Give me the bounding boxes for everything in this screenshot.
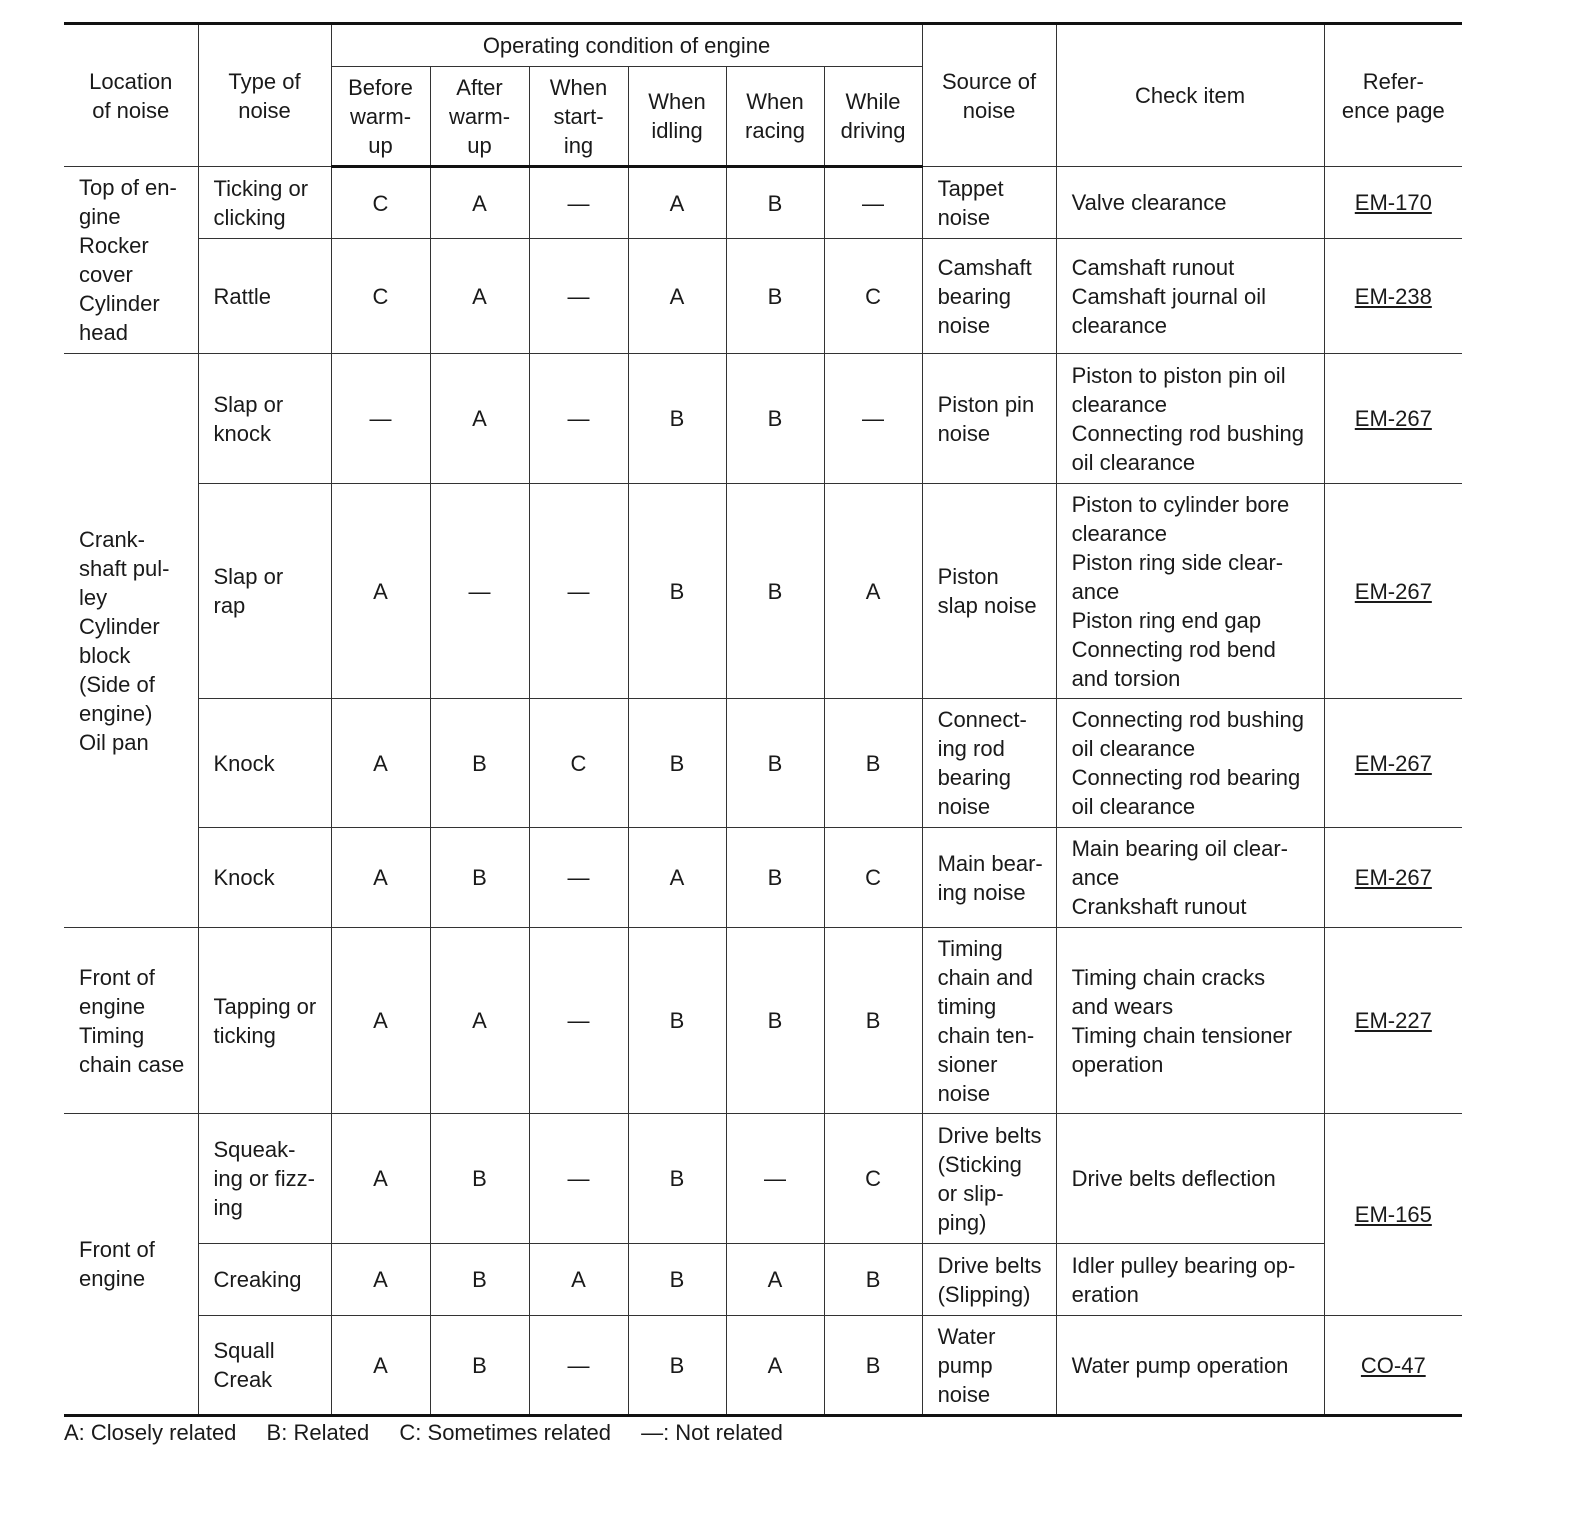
while-driving-cell: B xyxy=(824,699,922,828)
table-row xyxy=(64,354,1462,484)
when-idling-cell: B xyxy=(628,484,726,699)
after-warmup-cell: A xyxy=(430,167,529,239)
while-driving-cell: B xyxy=(824,1244,922,1316)
after-warmup-cell: A xyxy=(430,928,529,1114)
when-idling-cell: B xyxy=(628,354,726,484)
when-racing-cell: B xyxy=(726,699,824,828)
legend-closely-related: A: Closely related xyxy=(64,1420,237,1445)
after-warmup-cell: B xyxy=(430,699,529,828)
reference-cell xyxy=(1324,1114,1462,1316)
legend-sometimes-related: C: Sometimes related xyxy=(399,1420,611,1445)
check-item-cell: Piston to cylinder bore clearance Piston ring side clear- ance Piston ring end gap Connecting rod bend and torsion xyxy=(1056,484,1324,699)
check-item-cell: Connecting rod bushing oil clearance Connecting rod bearing oil clearance xyxy=(1056,699,1324,828)
when-idling-cell: A xyxy=(628,239,726,354)
after-warmup-cell: B xyxy=(430,1114,529,1244)
header-while-driving: While driving xyxy=(824,67,922,167)
when-starting-cell: — xyxy=(529,354,628,484)
before-warmup-cell: A xyxy=(331,699,430,828)
while-driving-cell: C xyxy=(824,1114,922,1244)
while-driving-cell: — xyxy=(824,354,922,484)
source-cell: Main bear- ing noise xyxy=(922,828,1056,928)
when-starting-cell: — xyxy=(529,1114,628,1244)
before-warmup-cell: A xyxy=(331,1114,430,1244)
when-racing-cell: A xyxy=(726,1316,824,1416)
when-racing-cell: B xyxy=(726,354,824,484)
type-cell: Knock xyxy=(198,699,331,828)
header-source: Source of noise xyxy=(922,24,1056,167)
when-racing-cell: B xyxy=(726,828,824,928)
table-row xyxy=(64,699,1462,828)
reference-cell xyxy=(1324,928,1462,1114)
source-cell: Connect- ing rod bearing noise xyxy=(922,699,1056,828)
table-row xyxy=(64,484,1462,699)
after-warmup-cell: — xyxy=(430,484,529,699)
when-starting-cell: — xyxy=(529,239,628,354)
when-starting-cell: C xyxy=(529,699,628,828)
when-starting-cell: — xyxy=(529,484,628,699)
table-row xyxy=(64,1244,1462,1316)
while-driving-cell: B xyxy=(824,1316,922,1416)
when-racing-cell: B xyxy=(726,484,824,699)
check-item-cell: Camshaft runout Camshaft journal oil clearance xyxy=(1056,239,1324,354)
reference-cell xyxy=(1324,239,1462,354)
before-warmup-cell: A xyxy=(331,1316,430,1416)
reference-cell xyxy=(1324,828,1462,928)
after-warmup-cell: A xyxy=(430,354,529,484)
when-idling-cell: A xyxy=(628,828,726,928)
before-warmup-cell: A xyxy=(331,484,430,699)
when-idling-cell: B xyxy=(628,928,726,1114)
when-idling-cell: B xyxy=(628,1114,726,1244)
header-location: Location of noise xyxy=(64,24,198,167)
noise-diagnosis-table xyxy=(64,22,1462,1417)
check-item-cell: Idler pulley bearing op- eration xyxy=(1056,1244,1324,1316)
source-cell: Water pump noise xyxy=(922,1316,1056,1416)
source-cell: Camshaft bearing noise xyxy=(922,239,1056,354)
when-racing-cell: B xyxy=(726,239,824,354)
reference-link[interactable]: EM-165 xyxy=(1354,1202,1432,1227)
header-after-warmup: After warm- up xyxy=(430,67,529,167)
when-idling-cell: B xyxy=(628,1316,726,1416)
check-item-cell: Piston to piston pin oil clearance Connecting rod bushing oil clearance xyxy=(1056,354,1324,484)
source-cell: Drive belts (Sticking or slip- ping) xyxy=(922,1114,1056,1244)
header-before-warmup: Before warm- up xyxy=(331,67,430,167)
header-reference-page: Refer- ence page xyxy=(1324,24,1462,167)
reference-link[interactable]: EM-267 xyxy=(1354,578,1432,604)
when-idling-cell: B xyxy=(628,1244,726,1316)
type-cell: Rattle xyxy=(198,239,331,354)
reference-link[interactable]: EM-227 xyxy=(1354,1008,1432,1033)
legend xyxy=(64,1418,807,1448)
reference-link[interactable]: EM-267 xyxy=(1354,865,1432,890)
table-row xyxy=(64,1316,1462,1416)
after-warmup-cell: B xyxy=(430,1316,529,1416)
legend-not-related: —: Not related xyxy=(641,1420,783,1445)
source-cell: Piston slap noise xyxy=(922,484,1056,699)
reference-cell xyxy=(1324,484,1462,699)
type-cell: Squall Creak xyxy=(198,1316,331,1416)
source-cell: Drive belts (Slipping) xyxy=(922,1244,1056,1316)
source-cell: Piston pin noise xyxy=(922,354,1056,484)
table-row xyxy=(64,167,1462,239)
when-starting-cell: — xyxy=(529,928,628,1114)
while-driving-cell: — xyxy=(824,167,922,239)
when-racing-cell: B xyxy=(726,928,824,1114)
source-cell: Tappet noise xyxy=(922,167,1056,239)
type-cell: Ticking or clicking xyxy=(198,167,331,239)
while-driving-cell: B xyxy=(824,928,922,1114)
table-row xyxy=(64,239,1462,354)
when-racing-cell: — xyxy=(726,1114,824,1244)
after-warmup-cell: B xyxy=(430,828,529,928)
reference-link[interactable]: EM-267 xyxy=(1354,750,1432,776)
before-warmup-cell: — xyxy=(331,354,430,484)
check-item-cell: Main bearing oil clear- ance Crankshaft runout xyxy=(1056,828,1324,928)
header-check-item: Check item xyxy=(1056,24,1324,167)
before-warmup-cell: C xyxy=(331,239,430,354)
type-cell: Slap or rap xyxy=(198,484,331,699)
header-operating-condition: Operating condition of engine xyxy=(331,24,922,67)
location-cell: Top of en- gine Rocker cover Cylinder head xyxy=(64,167,198,354)
reference-cell xyxy=(1324,699,1462,828)
reference-cell xyxy=(1324,1316,1462,1416)
before-warmup-cell: A xyxy=(331,828,430,928)
header-type: Type of noise xyxy=(198,24,331,167)
while-driving-cell: A xyxy=(824,484,922,699)
before-warmup-cell: A xyxy=(331,1244,430,1316)
when-starting-cell: — xyxy=(529,828,628,928)
type-cell: Slap or knock xyxy=(198,354,331,484)
table-row xyxy=(64,928,1462,1114)
type-cell: Tapping or ticking xyxy=(198,928,331,1114)
when-idling-cell: A xyxy=(628,167,726,239)
while-driving-cell: C xyxy=(824,239,922,354)
legend-related: B: Related xyxy=(266,1420,370,1445)
reference-link[interactable]: EM-170 xyxy=(1354,190,1432,215)
location-cell: Front of engine Timing chain case xyxy=(64,928,198,1114)
when-racing-cell: A xyxy=(726,1244,824,1316)
when-starting-cell: A xyxy=(529,1244,628,1316)
location-cell: Front of engine xyxy=(64,1114,198,1416)
before-warmup-cell: A xyxy=(331,928,430,1114)
table-row xyxy=(64,828,1462,928)
type-cell: Squeak- ing or fizz- ing xyxy=(198,1114,331,1244)
table-row xyxy=(64,1114,1462,1244)
after-warmup-cell: A xyxy=(430,239,529,354)
when-racing-cell: B xyxy=(726,167,824,239)
when-idling-cell: B xyxy=(628,699,726,828)
header-when-racing: When racing xyxy=(726,67,824,167)
check-item-cell: Timing chain cracks and wears Timing chain tensioner operation xyxy=(1056,928,1324,1114)
location-cell: Crank- shaft pul- ley Cylinder block (Side of engine) Oil pan xyxy=(64,354,198,928)
source-cell: Timing chain and timing chain ten- sioner noise xyxy=(922,928,1056,1114)
reference-link[interactable]: CO-47 xyxy=(1360,1352,1426,1378)
type-cell: Creaking xyxy=(198,1244,331,1316)
while-driving-cell: C xyxy=(824,828,922,928)
header-when-idling: When idling xyxy=(628,67,726,167)
check-item-cell: Drive belts deflection xyxy=(1056,1114,1324,1244)
check-item-cell: Valve clearance xyxy=(1056,167,1324,239)
when-starting-cell: — xyxy=(529,167,628,239)
reference-link[interactable]: EM-238 xyxy=(1354,283,1432,309)
header-when-starting: When start- ing xyxy=(529,67,628,167)
type-cell: Knock xyxy=(198,828,331,928)
reference-cell xyxy=(1324,354,1462,484)
after-warmup-cell: B xyxy=(430,1244,529,1316)
reference-cell xyxy=(1324,167,1462,239)
when-starting-cell: — xyxy=(529,1316,628,1416)
check-item-cell: Water pump operation xyxy=(1056,1316,1324,1416)
reference-link[interactable]: EM-267 xyxy=(1354,406,1432,431)
before-warmup-cell: C xyxy=(331,167,430,239)
